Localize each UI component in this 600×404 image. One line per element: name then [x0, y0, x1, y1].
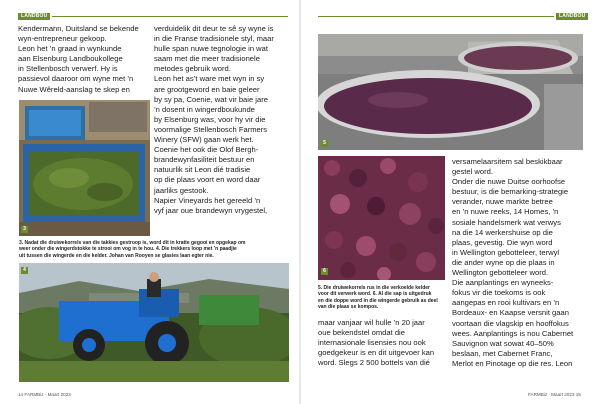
header-rule-left	[52, 16, 288, 17]
photo-number-4: 4	[21, 267, 28, 274]
photo-grape-crates	[19, 100, 150, 236]
header-rule-right	[318, 16, 554, 17]
page-spine	[299, 0, 301, 404]
section-tag-left: LANDBOU	[18, 13, 50, 20]
photo-number-6: 6	[321, 268, 328, 275]
page-footer-right: FARMBiz · Maart 2023 15	[528, 392, 581, 397]
photo-caption-right: 5. Die druiwekorrels rus in die verkoelde kelder voor dit verwerk word. 6. Al die sap is uitgedruk en die doppe word in die wingerde gebruik as deel van die plaas se kompos.	[318, 285, 438, 311]
section-tag-right: LANDBOU	[556, 13, 588, 20]
photo-number-3: 3	[21, 226, 28, 233]
page-footer-left: 14 FARMBiz · Maart 2023	[18, 392, 71, 397]
article-column-3: maar vanjaar wil hulle ’n 20 jaar oue bekendstel omdat die internasionale lisensies nou ook goedgekeur is en dit uitgevoer kan word. Slegs 2 500 bottels van dié	[318, 318, 435, 368]
photo-tractor	[19, 263, 289, 382]
photo-number-5: 5	[321, 140, 328, 147]
photo-fermentation-tanks	[318, 34, 583, 150]
article-column-1: Kendermann, Duitsland se bekende wyn-entrepreneur gekoop. Leon het ’n graad in wynkunde aan Elsenburg Landboukollege in Stellenbosch verwerf. Hy is passievol daaroor om wyne met ’n Nuwe Wêreld-aanslag te skep en	[18, 24, 139, 94]
article-column-2: verduidelik dit deur te sê sy wyne is in die Franse tradisionele styl, maar hulle span nuwe tegnologie in wat saam met die meer tradisionele metodes gebruik word. Leon het as’t ware met wyn in sy are grootgeword en baie geleer by sy pa, Coenie, wat vir baie jare ’n dosent in wingerdboukunde by Elsenburg was, voor hy vir die voormalige Stellenbosch Farmers Winery (SFW) gaan werk het. Coenie het ook die Olof Bergh- brandewynfasiliteit bestuur en natuurlik sit Leon dié tradisie op die plaas voort en word daar jaarliks gestook. Napier Vineyards het gereeld ’n vyf jaar oue brandewyn vrygestel,	[154, 24, 274, 215]
article-column-4: versamelaarsitem sal beskikbaar gestel word. Onder die nuwe Duitse oorhoofse bestuur, is die bemarking-strategie verander, nuwe markte betree en ’n nuwe reeks, 14 Homes, ’n sosiale handelsmerk wat verwys na die 14 werkershuise op die plaas, gevestig. Die wyn word in Wellington gebotteleer, terwyl die ander wyne op die plaas in Wellington gebotteleer word. Die aanplantings en wyneeks- fokus vir die toekoms is ook aangepas en rooi kultivars en ’n Bordeaux- en Kaapse versnit gaan voortaan die vlagskip en hooffokus wees. Aanplantings is nou Cabernet Sauvignon wat sowat 40–50% beslaan, met Cabernet Franc, Merlot en Pinotage op die res. Leon	[452, 157, 574, 368]
photo-grape-skins	[318, 156, 445, 280]
photo-caption-left: 3. Nadat die druiwekorrels van die takkies gestroop is, word dit in kratte gegooi en opgekap om weer onder die wingerdstokke te strooi om vog in te hou. 4. Die trekkers loop met ’n paadjie uit tussen die wingerde en die kelder. Johan van Rooyen se glasies laan egter nie.	[19, 240, 246, 259]
